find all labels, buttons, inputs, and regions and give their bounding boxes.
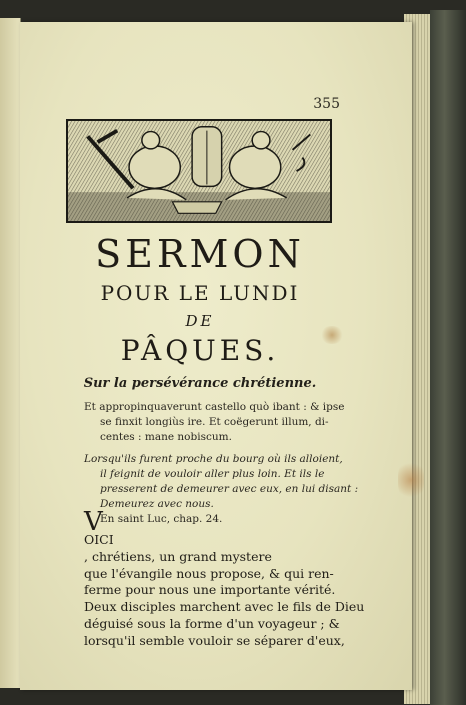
french-line: Demeurez avec nous. — [100, 498, 214, 510]
woodcut-headpiece — [66, 119, 332, 223]
body-line: Deux disciples marchent avec le fils de Dieu — [84, 599, 365, 615]
page-number: 355 — [313, 96, 340, 112]
body-line: , chrétiens, un grand mystere — [84, 548, 272, 564]
woodcut-illustration — [68, 121, 330, 221]
small-caps-word: OICI — [84, 532, 114, 547]
body-first-line — [84, 507, 354, 566]
scripture-reference: En saint Luc, chap. 24. — [100, 513, 223, 525]
title-pour-le-lundi: POUR LE LUNDI — [100, 281, 300, 305]
title-de: DE — [185, 312, 215, 330]
foxing-stain — [320, 326, 344, 344]
latin-line: centes : mane nobiscum. — [100, 431, 232, 443]
body-line: que l'évangile nous propose, & qui ren- — [84, 565, 334, 581]
left-page-edge — [0, 18, 21, 688]
book-page — [20, 22, 412, 690]
latin-epigraph — [84, 400, 348, 445]
body-line: ferme pour nous une importante vérité. — [84, 582, 336, 598]
title-sermon: SERMON — [95, 232, 305, 276]
latin-line: se finxit longiùs ire. Et coëgerunt illum, di- — [100, 416, 329, 428]
body-line: lorsqu'il semble vouloir se séparer d'eux, — [84, 632, 345, 648]
french-line: presserent de demeurer avec eux, en lui disant : — [100, 483, 359, 495]
title-paques: PÂQUES. — [120, 334, 280, 367]
latin-line: Et appropinquaverunt castello quò ibant : & ipse — [84, 401, 345, 413]
bleed-through-text — [170, 76, 330, 88]
french-line: Lorsqu'ils furent proche du bourg où ils alloient, — [84, 453, 343, 465]
foxing-stain — [398, 460, 424, 500]
sermon-subtitle: Sur la persévérance chrétienne. — [83, 376, 317, 391]
body-line: déguisé sous la forme d'un voyageur ; & — [84, 615, 340, 631]
sermon-body — [84, 507, 365, 650]
drop-cap: V — [84, 507, 103, 537]
book-cover — [430, 10, 466, 705]
french-line: il feignit de vouloir aller plus loin. Et ils le — [100, 468, 325, 480]
